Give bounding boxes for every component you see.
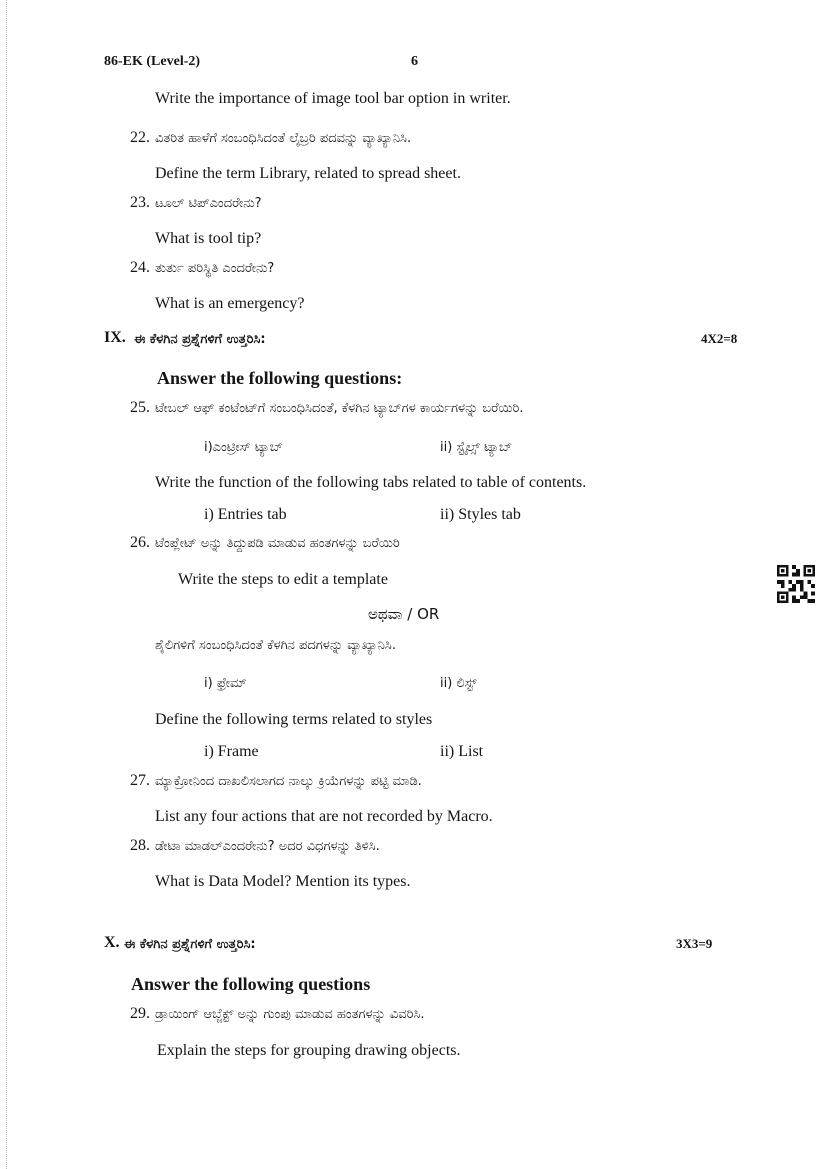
q24-kannada: ತುರ್ತು ಪರಿಸ್ಥಿತಿ ಎಂದರೇನು? [155, 261, 275, 276]
q25-en-option-1: i) Entries tab [204, 506, 287, 523]
q27-kannada: ಮ್ಯಾಕ್ರೋನಿಂದ ದಾಖಲಿಸಲಾಗದ ನಾಲ್ಕು ಕ್ರಿಯೆಗಳನ್ನು ಪಟ್ಟಿ ಮಾಡಿ. [155, 774, 422, 789]
q28-english: What is Data Model? Mention its types. [155, 873, 411, 890]
q26-alt-kn-option-1: i) ಫ್ರೇಮ್ [204, 676, 247, 691]
q23-number: 23. [130, 194, 150, 211]
q22-kannada: ವಿತರಿತ ಹಾಳೆಗೆ ಸಂಬಂಧಿಸಿದಂತೆ ಲೈಬ್ರರಿ ಪದವನ್ನು ವ್ಯಾಖ್ಯಾನಿಸಿ. [155, 131, 412, 146]
q29-kannada: ಡ್ರಾಯಿಂಗ್ ಆಬ್ಜೆಕ್ಟ್ ಅನ್ನು ಗುಂಪು ಮಾಡುವ ಹಂತಗಳನ್ನು ವಿವರಿಸಿ. [155, 1007, 425, 1022]
q26-or: ಅಥವಾ / OR [368, 605, 440, 623]
q29-english: Explain the steps for grouping drawing objects. [157, 1042, 461, 1059]
qr-code-icon [776, 565, 816, 603]
q25-kn-option-1: i)ಎಂಟ್ರೀಸ್ ಟ್ಯಾಬ್ [204, 440, 283, 455]
q22-number: 22. [130, 129, 150, 146]
section-x-kannada: ಈ ಕೆಳಗಿನ ಪ್ರಶ್ನೆಗಳಿಗೆ ಉತ್ತರಿಸಿ: [124, 937, 256, 952]
q26-number: 26. [130, 534, 150, 551]
q24-number: 24. [130, 259, 150, 276]
section-x-marks: 3X3=9 [676, 936, 713, 951]
q26-alt-kannada: ಶೈಲಿಗಳಿಗೆ ಸಂಬಂಧಿಸಿದಂತೆ ಕೆಳಗಿನ ಪದಗಳನ್ನು ವ್ಯಾಖ್ಯಾನಿಸಿ. [155, 638, 396, 653]
q29-number: 29. [130, 1005, 150, 1022]
q24-english: What is an emergency? [155, 295, 305, 312]
section-x-english: Answer the following questions [131, 974, 371, 994]
q26-alt-en-option-2: ii) List [440, 743, 484, 760]
q25-number: 25. [130, 399, 150, 416]
q25-en-option-2: ii) Styles tab [440, 506, 521, 523]
section-ix-kannada: ಈ ಕೆಳಗಿನ ಪ್ರಶ್ನೆಗಳಿಗೆ ಉತ್ತರಿಸಿ: [134, 332, 266, 347]
section-ix-marks: 4X2=8 [701, 331, 738, 346]
q26-alt-kn-option-2: ii) ಲಿಸ್ಟ್ [440, 676, 477, 691]
section-ix-english: Answer the following questions: [157, 368, 403, 388]
page-edge-line [6, 0, 7, 1169]
page-number: 6 [411, 54, 418, 69]
q22-english: Define the term Library, related to spread sheet. [155, 165, 461, 182]
q23-english: What is tool tip? [155, 230, 262, 247]
q25-kannada: ಟೇಬಲ್ ಆಫ್ ಕಂಟೆಂಟ್‌ಗೆ ಸಂಬಂಧಿಸಿದಂತೆ, ಕೆಳಗಿನ ಟ್ಯಾಬ್‌ಗಳ ಕಾರ್ಯಗಳನ್ನು ಬರೆಯಿರಿ. [155, 401, 524, 416]
q21-english: Write the importance of image tool bar option in writer. [155, 90, 511, 107]
q28-number: 28. [130, 837, 150, 854]
q27-english: List any four actions that are not recorded by Macro. [155, 808, 493, 825]
q25-kn-option-2: ii) ಸ್ಟೈಲ್ಸ್ ಟ್ಯಾಬ್ [440, 440, 513, 455]
q25-english: Write the function of the following tabs related to table of contents. [155, 474, 587, 491]
q26-english: Write the steps to edit a template [178, 571, 388, 588]
q26-kannada: ಟೆಂಪ್ಲೇಟ್ ಅನ್ನು ತಿದ್ದುಪಡಿ ಮಾಡುವ ಹಂತಗಳನ್ನು ಬರೆಯಿರಿ [155, 536, 400, 551]
section-x-label: X. [104, 934, 120, 951]
section-ix-label: IX. [104, 329, 126, 346]
q26-alt-english: Define the following terms related to styles [155, 711, 433, 728]
q27-number: 27. [130, 772, 150, 789]
q26-alt-en-option-1: i) Frame [204, 743, 259, 760]
paper-code: 86-EK (Level-2) [104, 54, 201, 69]
q23-kannada: ಟೂಲ್ ಟಿಪ್‌ಎಂದರೇನು? [155, 196, 262, 211]
q28-kannada: ಡೇಟಾ ಮಾಡಲ್‌ಎಂದರೇನು? ಅದರ ವಿಧಗಳನ್ನು ತಿಳಿಸಿ. [155, 839, 380, 854]
